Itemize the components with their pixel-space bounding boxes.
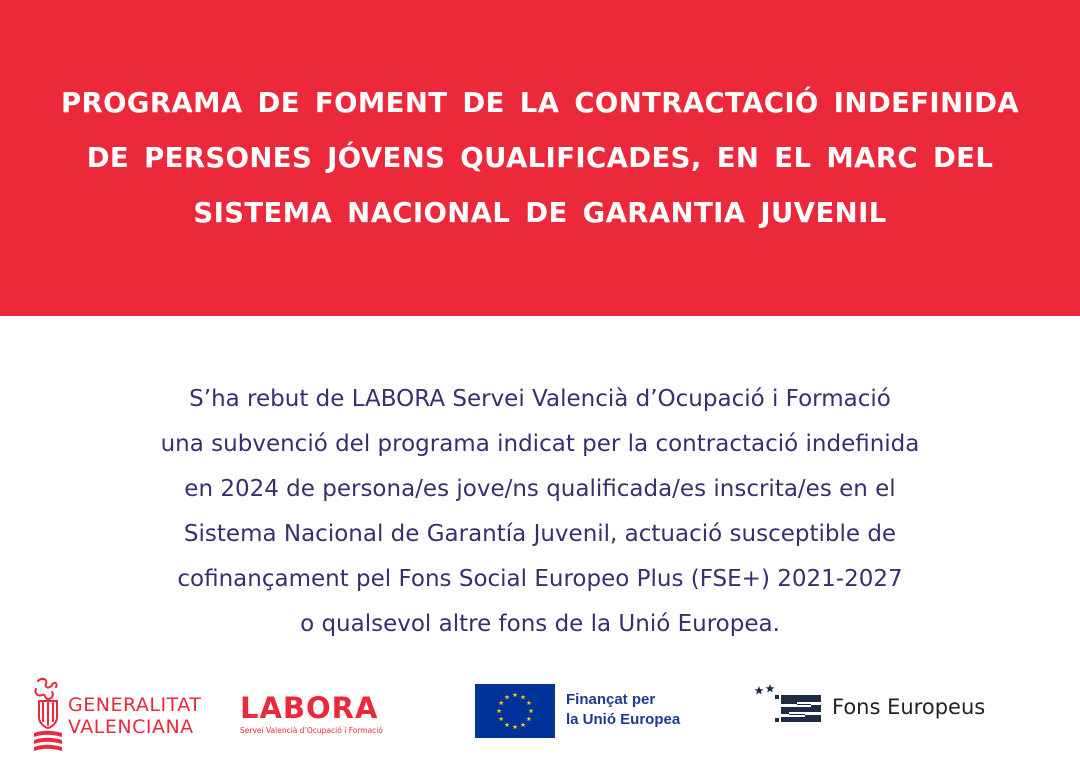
page-title: PROGRAMA DE FOMENT DE LA CONTRACTACIÓ INDEFINIDA DE PERSONES JÓVENS QUALIFICADES, EN EL MARC DEL SISTEMA NACIONAL DE GARANTIA JUVENIL	[60, 86, 1020, 229]
header-banner	[0, 0, 1080, 316]
fons-europeus-icon	[753, 683, 825, 733]
notice-line: cofinançament pel Fons Social Europeo Plus (FSE+) 2021-2027	[177, 566, 903, 592]
labora-subtitle: Servei Valencià d’Ocupació i Formació	[240, 726, 383, 735]
eu-text-line1: Finançat per	[566, 691, 656, 708]
notice-line: Sistema Nacional de Garantía Juvenil, actuació susceptible de	[183, 521, 897, 547]
generalitat-wordmark	[68, 694, 201, 738]
notice-text	[40, 377, 1040, 647]
generalitat-line2: VALENCIANA	[68, 716, 194, 738]
labora-logo	[240, 693, 400, 743]
eu-funding-text	[566, 690, 680, 730]
notice-line: en 2024 de persona/es jove/ns qualificada/es inscrita/es en el	[184, 476, 896, 502]
eu-flag-icon	[475, 684, 555, 738]
generalitat-emblem-icon	[30, 675, 66, 755]
logo-strip	[0, 665, 1080, 763]
fons-europeus-logo	[753, 683, 1013, 733]
eu-text-line2: la Unió Europea	[566, 711, 681, 728]
generalitat-valenciana-logo	[30, 675, 220, 755]
notice-line: una subvenció del programa indicat per la contractació indefinida	[160, 431, 920, 457]
labora-wordmark: LABORA	[240, 691, 379, 725]
notice-line: S’ha rebut de LABORA Servei Valencià d’Ocupació i Formació	[189, 386, 891, 412]
notice-line: o qualsevol altre fons de la Unió Europea.	[300, 611, 780, 637]
generalitat-line1: GENERALITAT	[68, 694, 202, 716]
eu-funding-logo	[475, 684, 715, 738]
fons-europeus-wordmark: Fons Europeus	[832, 695, 986, 719]
